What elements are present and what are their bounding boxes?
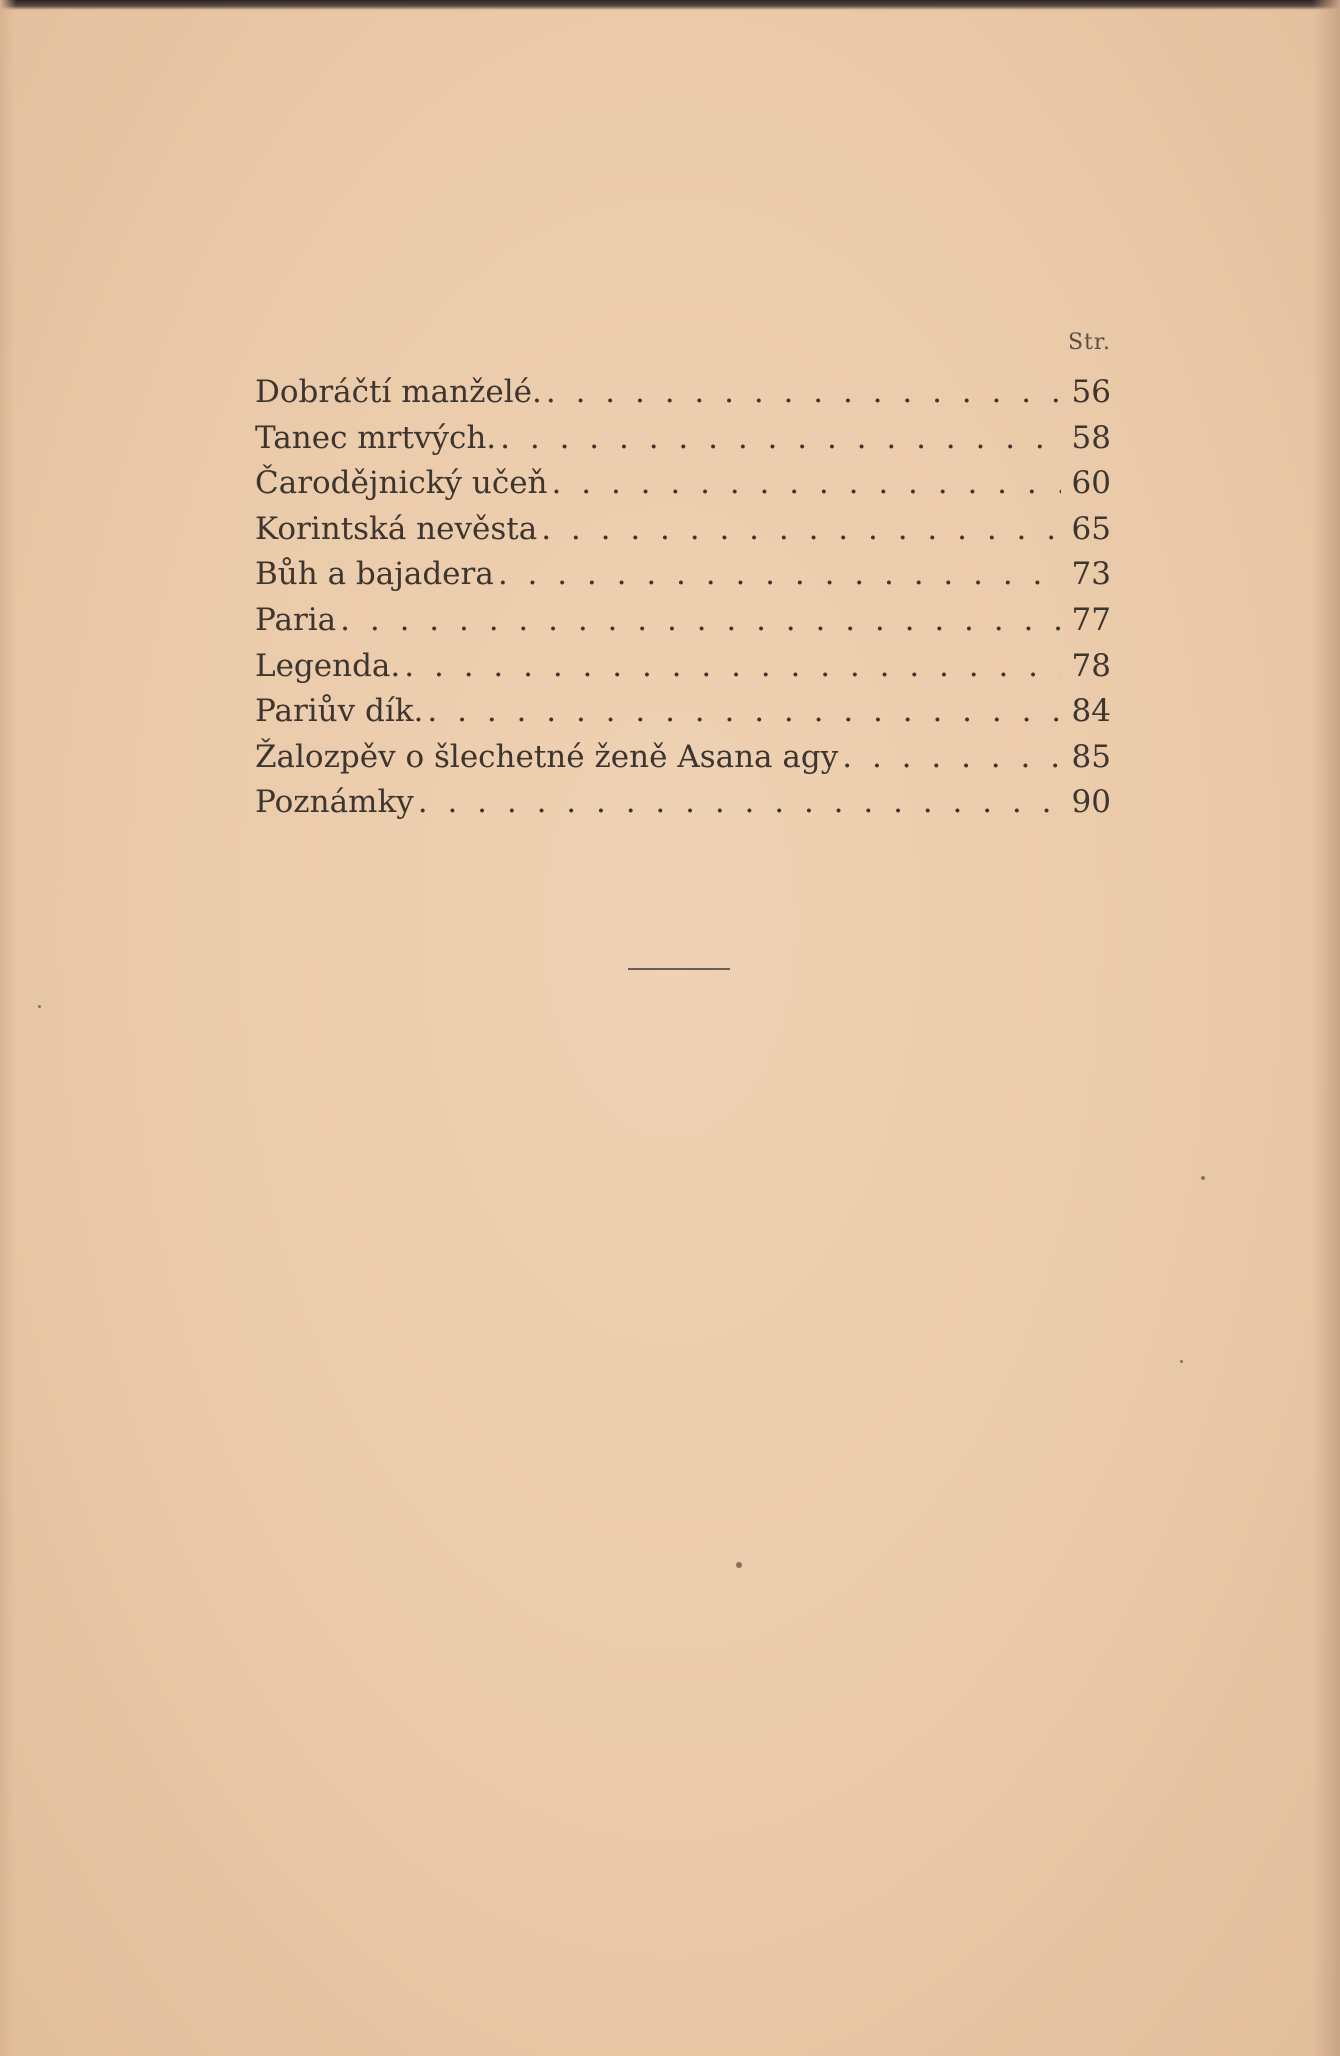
toc-entry: [255, 552, 1111, 598]
toc-entry-title: Poznámky: [255, 784, 414, 821]
toc-entry-title: Legenda.: [255, 647, 401, 684]
page-top-edge: [0, 0, 1340, 10]
toc-entries: [255, 370, 1111, 826]
toc-entry-title: Dobráčtí manželé.: [255, 374, 542, 410]
page-right-edge: [1312, 0, 1340, 2056]
paper-speck: [1201, 1176, 1205, 1180]
dot-leader: [498, 552, 1061, 598]
toc-entry-page: 85: [1071, 738, 1111, 775]
page-left-edge: [0, 0, 16, 2056]
dot-leader: [340, 598, 1061, 644]
section-divider: [628, 968, 730, 970]
toc-entry: [255, 370, 1111, 416]
toc-entry-page: 90: [1071, 784, 1111, 821]
toc-entry: [255, 689, 1111, 735]
toc-entry-page: 84: [1071, 693, 1111, 730]
dot-leader: [541, 507, 1061, 553]
toc-entry-page: 77: [1071, 601, 1111, 638]
dot-leader: [418, 780, 1061, 826]
toc-entry: [255, 780, 1111, 826]
toc-entry-title: Bůh a bajadera: [255, 556, 494, 593]
toc-entry: [255, 507, 1111, 553]
dot-leader: [404, 644, 1061, 690]
toc-entry-title: Korintská nevěsta: [255, 510, 538, 547]
toc-entry-title: Čarodějnický učeň: [255, 465, 548, 502]
toc-entry-title: Pariův dík.: [255, 693, 424, 730]
toc-entry: [255, 598, 1111, 644]
dot-leader: [546, 370, 1061, 416]
toc-entry: [255, 416, 1111, 462]
toc-entry-title: Tanec mrtvých.: [255, 419, 497, 456]
dot-leader: [500, 416, 1061, 462]
toc-entry-page: 58: [1071, 419, 1111, 456]
paper-speck: [736, 1562, 742, 1568]
toc-entry: [255, 735, 1111, 781]
dot-leader: [552, 461, 1061, 507]
toc-entry-page: 56: [1071, 374, 1111, 410]
paper-speck: [1180, 1360, 1183, 1363]
dot-leader: [427, 689, 1061, 735]
toc-entry: [255, 644, 1111, 690]
toc-entry-page: 78: [1071, 647, 1111, 684]
toc-entry-title: Žalozpěv o šlechetné ženě Asana agy: [255, 738, 839, 775]
dot-leader: [842, 735, 1061, 781]
paper-speck: [38, 1005, 41, 1008]
page-column-label: Str.: [1067, 330, 1111, 355]
toc-entry-page: 60: [1071, 465, 1111, 502]
toc-entry-page: 73: [1071, 556, 1111, 593]
toc-entry: [255, 461, 1111, 507]
toc-entry-page: 65: [1071, 510, 1111, 547]
toc-entry-title: Paria: [255, 601, 337, 638]
